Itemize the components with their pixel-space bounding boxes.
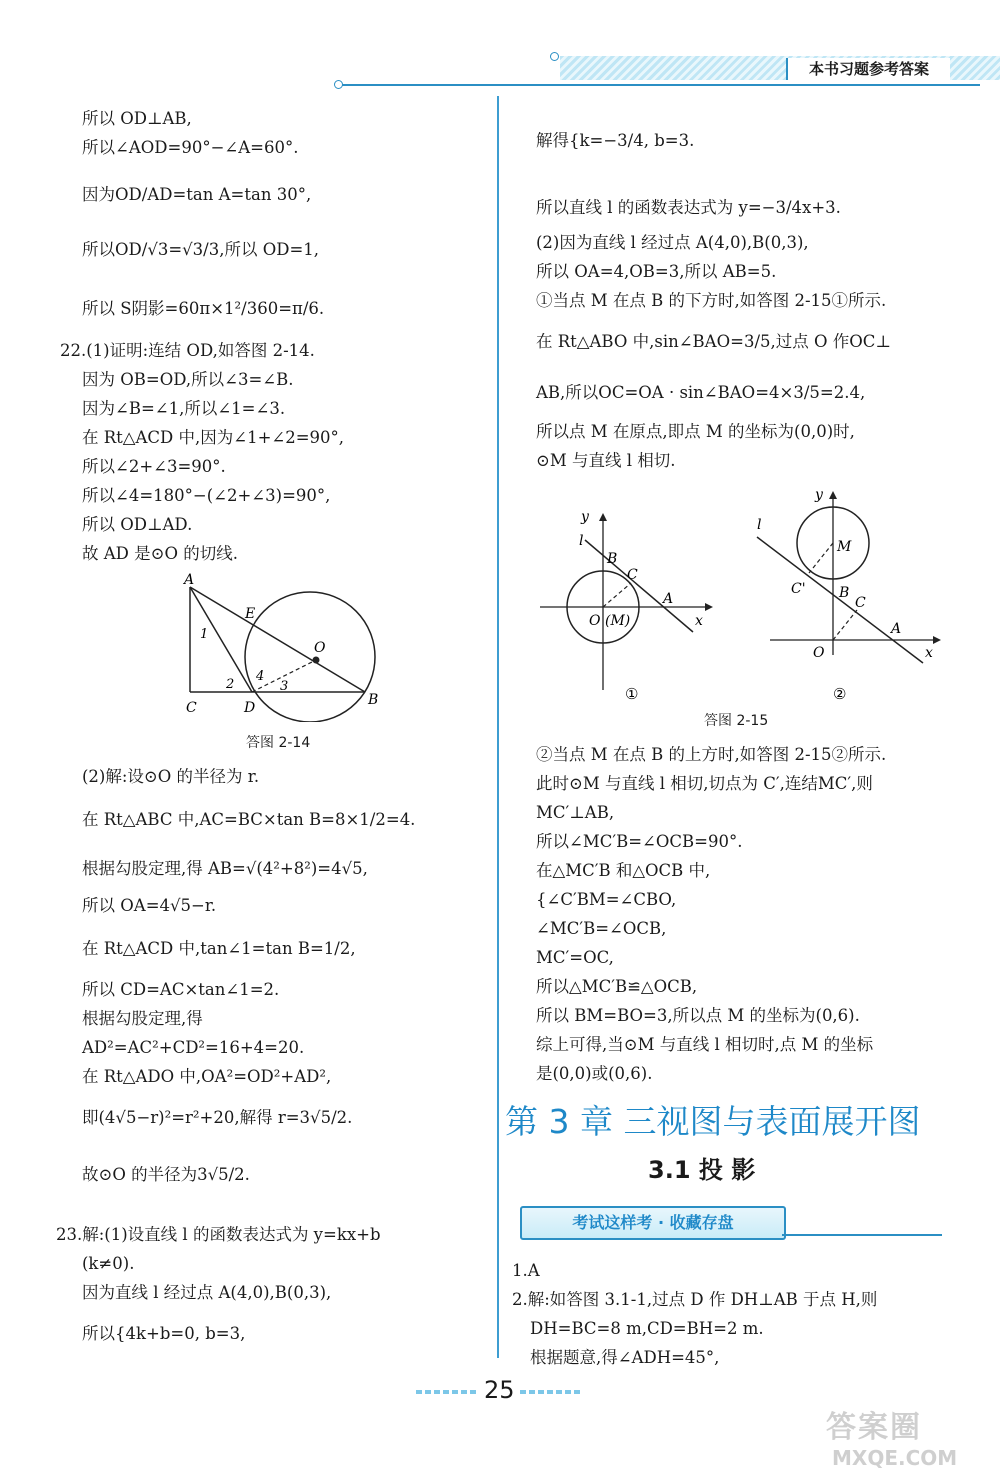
figure-2-15-2 [745,485,945,705]
banner-text: 考试这样考 · 收藏存盘 [572,1213,734,1232]
figure-caption: 答图 2-15 [704,713,769,729]
page-number-decoration [416,1390,476,1394]
exam-banner [520,1206,786,1240]
label-a: A [891,621,902,637]
text-line: AB,所以OC=OA · sin∠BAO=4×3/5=2.4, [536,383,866,402]
text-line: DH=BC=8 m,CD=BH=2 m. [530,1319,764,1338]
text-line: (k≠0). [82,1254,135,1273]
text-line: 2.解:如答图 3.1-1,过点 D 作 DH⊥AB 于点 H,则 [512,1290,878,1309]
text-line: 因为OD/AD=tan A=tan 30°, [82,185,312,204]
text-line: 因为 OB=OD,所以∠3=∠B. [82,370,294,389]
text-line: 在 Rt△ACD 中,tan∠1=tan B=1/2, [82,939,356,958]
text-line: 故 AD 是⊙O 的切线. [82,544,238,563]
page-number-decoration [520,1390,580,1394]
answers [512,1256,877,1314]
text-line: 22.(1)证明:连结 OD,如答图 2-14. [60,341,315,360]
label-x: x [925,645,933,661]
label-o: O [589,613,601,629]
text-line: ⊙M 与直线 l 相切. [536,451,676,470]
segment-oc [833,610,857,640]
text-line: 所以 OD⊥AB, [82,109,192,128]
text-line: 因为∠B=∠1,所以∠1=∠3. [82,399,286,418]
text-line: 根据勾股定理,得 [82,1009,203,1028]
line-l [585,540,693,632]
text-line: 所以 S阴影=60π×1²/360=π/6. [82,299,325,318]
text-line: 所以点 M 在原点,即点 M 的坐标为(0,0)时, [536,422,855,441]
label-d: D [244,700,256,716]
label-x: x [695,613,703,629]
label-a: A [663,591,674,607]
text-line: ∠MC′B=∠OCB, [536,919,667,938]
left-column-top [82,104,324,323]
label-m: (M) [605,613,631,629]
label-a: A [184,572,195,588]
text-line: 在 Rt△ACD 中,因为∠1+∠2=90°, [82,428,345,447]
point-o [313,657,320,664]
text-line: 所以 OA=4√5−r. [82,896,217,915]
label-c-prime: C' [791,581,806,597]
text-line: 根据勾股定理,得 AB=√(4²+8²)=4√5, [82,859,368,878]
left-column-bottom [82,762,415,1189]
header-rule [340,84,980,86]
header-dot-icon [334,80,343,89]
watermark-logo: 答案圈 [826,1410,922,1445]
segment-mc [809,543,833,573]
text-line: 即(4√5−r)²=r²+20,解得 r=3√5/2. [82,1108,353,1127]
text-line: ①当点 M 在点 B 的下方时,如答图 2-15①所示. [536,291,887,310]
text-line: 所以△MC′B≌△OCB, [536,977,698,996]
text-line: 所以 OA=4,OB=3,所以 AB=5. [536,262,777,281]
text-line: 所以{4k+b=0, b=3, [82,1324,246,1343]
right-column-top [536,126,891,475]
sub-label-1: ① [625,685,639,703]
text-line: 解得{k=−3/4, b=3. [536,131,695,150]
text-line: 因为直线 l 经过点 A(4,0),B(0,3), [82,1283,332,1302]
text-line: 此时⊙M 与直线 l 相切,切点为 C′,连结MC′,则 [536,774,873,793]
label-angle-1: 1 [200,627,209,642]
segment-ab [190,587,365,692]
header-title: 本书习题参考答案 [786,58,950,80]
watermark [826,1410,996,1472]
text-line: 所以 CD=AC×tan∠1=2. [82,980,280,999]
figure-2-14 [170,572,390,722]
y-axis-arrow-icon [599,513,607,521]
text-line: (2)因为直线 l 经过点 A(4,0),B(0,3), [536,233,809,252]
text-line: 所以∠AOD=90°−∠A=60°. [82,138,299,157]
header-dot-icon [550,52,559,61]
text-line: MC′⊥AB, [536,803,615,822]
watermark-url: MXQE.COM [832,1446,958,1470]
text-line: 综上可得,当⊙M 与直线 l 相切时,点 M 的坐标 [536,1035,874,1054]
right-column-bottom [536,740,886,1088]
text-line: 23.解:(1)设直线 l 的函数表达式为 y=kx+b [56,1225,381,1244]
label-l: l [757,517,762,533]
text-line: 在 Rt△ABO 中,sin∠BAO=3/5,过点 O 作OC⊥ [536,332,891,351]
problem-23-body [82,1249,331,1348]
label-angle-4: 4 [256,669,265,684]
label-b: B [607,551,618,567]
label-m: M [837,539,852,555]
problem-22-body [82,365,344,568]
label-b: B [368,692,379,708]
text-line: 在 Rt△ABC 中,AC=BC×tan B=8×1/2=4. [82,810,416,829]
text-line: {∠C′BM=∠CBO, [536,890,677,909]
label-angle-3: 3 [280,679,289,694]
sub-label-2: ② [833,685,847,703]
text-line: 1.A [512,1261,540,1280]
text-line: 在△MC′B 和△OCB 中, [536,861,711,880]
label-angle-2: 2 [226,677,235,692]
figure-2-15-1 [535,505,715,705]
text-line: 所以 OD⊥AD. [82,515,193,534]
text-line: 在 Rt△ADO 中,OA²=OD²+AD², [82,1067,332,1086]
column-divider [497,96,499,1358]
figure-caption: 答图 2-14 [246,735,311,751]
section-title: 3.1 投 影 [648,1156,756,1184]
label-y: y [815,487,823,503]
text-line: 所以∠4=180°−(∠2+∠3)=90°, [82,486,331,505]
text-line: 所以∠2+∠3=90°. [82,457,226,476]
text-line: 是(0,0)或(0,6). [536,1064,653,1083]
label-y: y [581,509,589,525]
text-line: 所以∠MC′B=∠OCB=90°. [536,832,743,851]
segment-oc [603,583,631,607]
page-number: 25 [484,1376,515,1404]
text-line: 故⊙O 的半径为3√5/2. [82,1165,250,1184]
text-line: 所以 BM=BO=3,所以点 M 的坐标为(0,6). [536,1006,860,1025]
text-line: 根据题意,得∠ADH=45°, [530,1348,720,1367]
banner-rule [782,1234,942,1236]
text-line: ②当点 M 在点 B 的上方时,如答图 2-15②所示. [536,745,887,764]
problem-22 [60,336,315,365]
x-axis-arrow-icon [705,603,713,611]
text-line: 所以直线 l 的函数表达式为 y=−3/4x+3. [536,198,841,217]
label-o: O [314,640,326,656]
problem-23 [56,1220,381,1249]
label-c: C [855,595,866,611]
answers-body [530,1314,764,1372]
chapter-title: 第 3 章 三视图与表面展开图 [505,1102,921,1141]
text-line: MC′=OC, [536,948,614,967]
text-line: 所以OD/√3=√3/3,所以 OD=1, [82,240,320,259]
label-l: l [579,533,584,549]
x-axis-arrow-icon [933,636,941,644]
text-line: (2)解:设⊙O 的半径为 r. [82,767,260,786]
text-line: AD²=AC²+CD²=16+4=20. [82,1038,305,1057]
y-axis-arrow-icon [829,491,837,499]
label-c: C [627,567,638,583]
label-e: E [245,606,256,622]
label-o: O [813,645,825,661]
label-b: B [839,585,850,601]
circle-o [245,592,375,722]
label-c: C [186,700,197,716]
